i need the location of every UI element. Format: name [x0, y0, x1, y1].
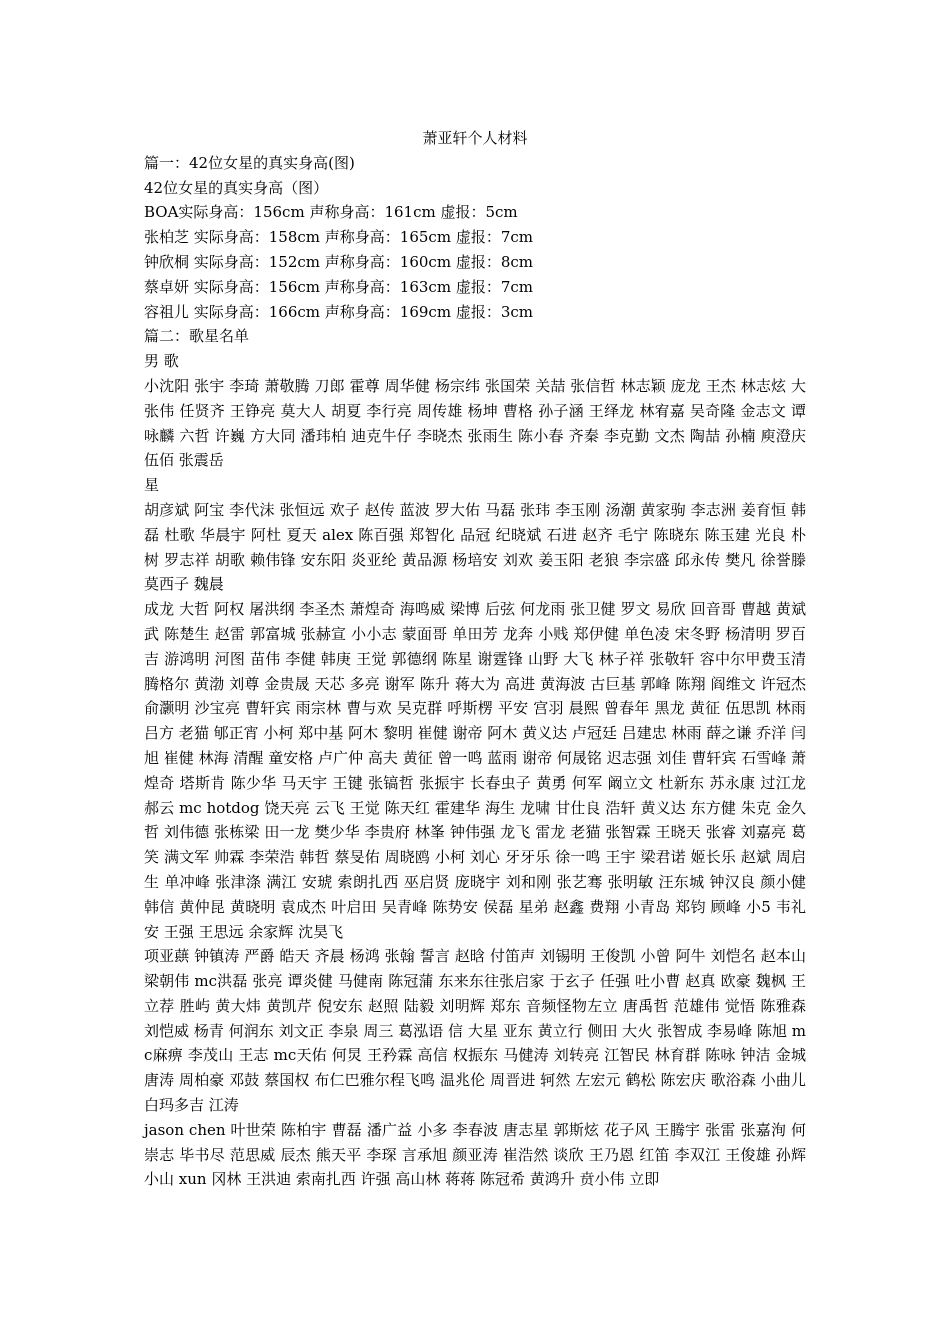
section2-heading: 篇二：歌星名单 — [144, 327, 250, 346]
height-row: 钟欣桐 实际身高：152cm 声称身高：160cm 虚报：8cm — [144, 252, 533, 271]
singer-list-paragraph: 胡彦斌 阿宝 李代沫 张恒远 欢子 赵传 蓝波 罗大佑 马磊 张玮 李玉刚 汤潮 黄家驹 李志洲 姜育恒 韩磊 杜歌 华晨宇 阿杜 夏天 alex 陈百强 郑智化 品冠 纪晓斌 石进 赵齐 毛宁 陈晓东 陈玉建 光良 朴树 罗志祥 胡歌 赖伟锋 安东阳 炎亚纶 黄品源 杨培安 刘欢 姜玉阳 老狼 李宗盛 邱永传 樊凡 徐誉滕 莫西子 魏晨 — [144, 500, 806, 594]
height-row: 容祖儿 实际身高：166cm 声称身高：169cm 虚报：3cm — [144, 302, 533, 321]
height-row: BOA实际身高：156cm 声称身高：161cm 虚报：5cm — [144, 203, 518, 222]
singer-list-paragraph: 成龙 大哲 阿权 屠洪纲 李圣杰 萧煌奇 海鸣威 梁博 后弦 何龙雨 张卫健 罗文 易欣 回音哥 曹越 黄斌武 陈楚生 赵雷 郭富城 张赫宣 小小志 蒙面哥 单田芳 龙奔 小贱 郑伊健 单色凌 宋冬野 杨清明 罗百吉 游鸿明 河图 苗伟 李健 韩庚 王觉 郭德纲 陈星 谢霆锋 山野 大飞 林子祥 张敬轩 容中尔甲费玉清 腾格尔 黄渤 刘尊 金贵晟 天芯 多亮 谢军 陈升 蒋大为 高进 黄海波 古巨基 郭峰 陈翔 阎维文 许冠杰 俞灏明 沙宝亮 曹轩宾 雨宗林 曹与欢 吴克群 呼斯楞 平安 宫羽 晨熙 曾春年 黑龙 黄征 伍思凯 林雨 吕方 老猫 郇正宵 小柯 郑中基 阿木 黎明 崔健 谢帝 阿木 黄义达 卢冠廷 吕建忠 林雨 薛之谦 乔洋 闫旭 崔健 林海 清醒 童安格 卢广仲 高夫 黄征 曾一鸣 蓝雨 谢帝 何晟铭 迟志强 刘佳 曹轩宾 石雪峰 萧煌奇 塔斯肯 陈少华 马天宇 王键 张镐哲 张振宇 长春虫子 黄勇 何军 阚立文 杜新东 苏永康 过江龙 郝云 mc hotdog 饶天亮 云飞 王觉 陈天红 霍建华 海生 龙啸 甘仕良 浩轩 黄义达 东方健 朱克 金久哲 刘伟德 张栋梁 田一龙 樊少华 李贵府 林峯 钟伟强 龙飞 雷龙 老猫 张智霖 王晓天 张睿 刘嘉亮 葛笑 满文军 帅霖 李荣浩 韩哲 蔡旻佑 周晓鸥 小柯 刘心 牙牙乐 徐一鸣 王宇 梁君诺 姬长乐 赵斌 周启生 单冲峰 张津涤 满江 安琥 索朗扎西 巫启贤 庞晓宇 刘和刚 张艺骞 张明敏 汪东城 钟汉良 颜小健 韩信 黄仲昆 黄晓明 袁成杰 叶启田 吴青峰 陈势安 侯磊 星弟 赵鑫 费翔 小青岛 郑钧 顾峰 小5 韦礼安 王强 王思远 余家辉 沈昊飞 — [144, 600, 806, 941]
singer-list-paragraph: jason chen 叶世荣 陈柏宇 曹磊 潘广益 小多 李春波 唐志星 郭斯炫 花子风 王腾宇 张雷 张嘉洵 何崇志 毕书尽 范思威 辰杰 熊天平 李琛 言承旭 颜亚涛 崔浩然 谈欣 王乃恩 红笛 李双江 王俊雄 孙辉 小山 xun 冈林 王洪迪 索南扎西 许强 高山林 蒋蒋 陈冠希 黄鸿升 贲小伟 立即 — [144, 1120, 806, 1189]
star-label: 星 — [144, 476, 160, 495]
document-title: 萧亚轩个人材料 — [422, 129, 528, 147]
document-body — [144, 126, 806, 1192]
singer-list-paragraph: 小沈阳 张宇 李琦 萧敬腾 刀郎 霍尊 周华健 杨宗纬 张国荣 关喆 张信哲 林志颖 庞龙 王杰 林志炫 大张伟 任贤齐 王铮亮 莫大人 胡夏 李行亮 周传雄 杨坤 曹格 孙子涵 王绎龙 林宥嘉 吴奇隆 金志文 谭咏麟 六哲 许巍 方大同 潘玮柏 迪克牛仔 李晓杰 张雨生 陈小春 齐秦 李克勤 文杰 陶喆 孙楠 庾澄庆 伍佰 张震岳 — [144, 376, 806, 470]
height-row: 蔡卓妍 实际身高：156cm 声称身高：163cm 虚报：7cm — [144, 277, 533, 296]
height-row: 张柏芝 实际身高：158cm 声称身高：165cm 虚报：7cm — [144, 228, 533, 247]
section1-subheading: 42位女星的真实身高（图） — [144, 178, 329, 197]
section1-heading: 篇一：42位女星的真实身高(图) — [144, 153, 355, 172]
singer-list-paragraph: 项亚蕻 钟镇涛 严爵 皓天 齐晨 杨鸿 张翰 誓言 赵晗 付笛声 刘锡明 王俊凯 小曾 阿牛 刘恺名 赵本山 梁朝伟 mc洪磊 张亮 谭炎健 马健南 陈冠蒲 东来东往张启家 于玄子 任强 吐小曹 赵真 欧豪 魏枫 王立荐 胜屿 黄大炜 黄凯芹 倪安东 赵照 陆毅 刘明辉 郑东 音频怪物左立 唐禹哲 范雄伟 觉悟 陈雅森 刘恺威 杨青 何润东 刘文正 李泉 周三 葛泓语 信 大星 亚东 黄立行 侧田 大火 张智成 李易峰 陈旭 mc麻痹 李茂山 王志 mc天佑 何炅 王矜霖 高信 权振东 马健涛 刘转亮 江智民 林育群 陈咏 钟洁 金城 唐涛 周柏豪 邓鼓 蔡国权 布仁巴雅尔程飞鸣 温兆伦 周晋进 轲然 左宏元 鹤松 陈宏庆 歌浴森 小曲儿 白玛多吉 江涛 — [144, 947, 806, 1115]
male-singers-label: 男 歌 — [144, 352, 179, 371]
